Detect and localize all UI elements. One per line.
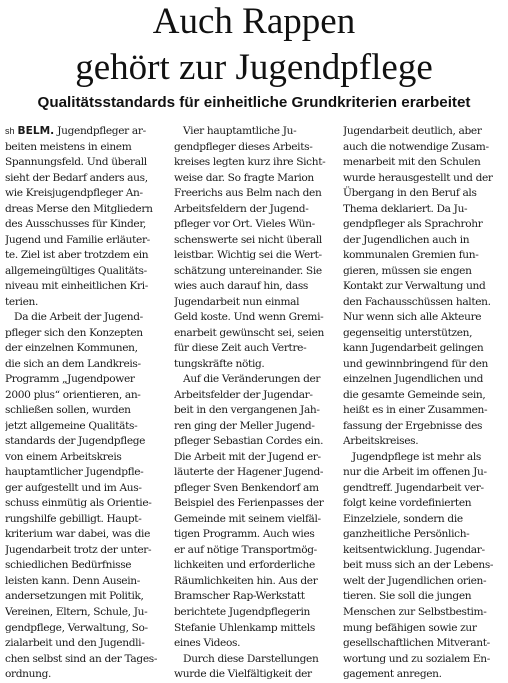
headline-line-2: gehört zur Jugendpflege	[75, 47, 433, 88]
text-line: te. Ziel ist aber trotzdem ein	[5, 249, 149, 262]
text-line: lichkeiten und erforderliche	[174, 559, 315, 572]
text-line: läuterte der Hagener Jugend-	[174, 466, 324, 479]
text-line: pfleger Sebastian Cordes ein.	[174, 435, 324, 448]
text-line: Übergang in den Beruf als	[343, 187, 477, 200]
text-line: pfleger sich den Konzepten	[5, 326, 143, 339]
text-line: gendpflege, Verwaltung, So-	[5, 621, 148, 634]
text-line: Beispiel des Ferienpasses der	[174, 497, 324, 510]
text-line: heißt es in einer Zusammen-	[343, 404, 488, 417]
text-line: gendpfleger als Sprachrohr	[343, 218, 483, 231]
text-line: schließen sollen, wurden	[5, 404, 131, 417]
text-line: des Ausschusses für Kinder,	[5, 218, 146, 231]
text-line: niveau mit einheitlichen Kri-	[5, 280, 149, 293]
text-line: tungskräfte nötig.	[174, 357, 265, 370]
text-line: menarbeit mit den Schulen	[343, 156, 481, 169]
text-line: Stefanie Uhlenkamp mittels	[174, 621, 315, 634]
text-line: gagement anregen.	[343, 668, 442, 681]
text-line: Vier hauptamtliche Ju-	[174, 125, 297, 137]
text-line: tieren. Sie soll die jungen	[343, 590, 472, 603]
text-line: Programm „Jugendpower	[5, 373, 135, 386]
text-line: wortung und zu sozialem En-	[343, 652, 490, 665]
text-line: Geld koste. Und wenn Gremi-	[174, 311, 324, 324]
text-line: hauptamtlicher Jugendpfle-	[5, 466, 144, 479]
text-line: schenswerte sei nicht überall	[174, 233, 322, 246]
text-line: Durch diese Darstellungen	[174, 652, 319, 665]
text-line: Freerichs aus Belm nach den	[174, 187, 322, 200]
text-line: kommunalen Gremien fun-	[343, 249, 479, 262]
text-line: Räumlichkeiten hin. Aus der	[174, 574, 318, 587]
text-line: dreas Merse den Mitgliedern	[5, 202, 153, 215]
text-line: Arbeitsfeldern der Jugend-	[174, 202, 309, 215]
dateline-place: BELM.	[17, 125, 55, 137]
text-line: schätzung untereinander. Sie	[174, 264, 322, 277]
text-line: er auf nötige Transportmög-	[174, 543, 317, 556]
text-line: wies auch darauf hin, dass	[174, 280, 309, 293]
text-line: nur die Arbeit im offenen Ju-	[343, 466, 487, 479]
text-line: den Fachausschüssen halten.	[343, 295, 491, 308]
text-line: Einzelziele, sondern die	[343, 512, 463, 525]
text-line: gegenseitig unterstützen,	[343, 326, 473, 339]
text-line: ger aufgestellt und im Aus-	[5, 481, 142, 494]
text-line: die gesamte Gemeinde sein,	[343, 388, 486, 401]
text-line: Thema deklariert. Da Ju-	[343, 202, 468, 215]
text-line: Spannungsfeld. Und überall	[5, 156, 147, 169]
text-line: von einem Arbeitskreis	[5, 450, 122, 463]
text-line: beit muss sich an der Lebens-	[343, 559, 494, 572]
text-line: gieren, müssen sie engen	[343, 264, 472, 277]
text-line: beiten meistens in einem	[5, 140, 132, 153]
text-line: wie Kreisjugendpfleger An-	[5, 187, 143, 200]
text-line: chen selbst sind an der Tages-	[5, 652, 158, 665]
text-line: kriterium war dabei, was die	[5, 528, 150, 541]
text-line: enarbeit gewünscht sei, seien	[174, 326, 324, 339]
text-line: leisten kann. Denn Ausein-	[5, 574, 140, 587]
text-line: Gemeinde mit seinem vielfäl-	[174, 512, 321, 525]
headline-line-1: Auch Rappen	[152, 1, 356, 42]
text-line: für diese Zeit auch Vertre-	[174, 342, 307, 355]
text-line: schiedlichen Bedürfnisse	[5, 559, 132, 572]
text-line: Nur wenn sich alle Akteure	[343, 311, 482, 324]
text-line: beit in den vergangenen Jah-	[174, 404, 320, 417]
text-line-content: Jugendpfleger ar-	[57, 125, 146, 137]
text-line: keitsentwicklung. Jugendar-	[343, 543, 485, 556]
text-line: wurde herausgestellt und der	[343, 171, 493, 184]
text-line: tigen Programm. Auch wies	[174, 528, 315, 541]
text-line: Vereinen, Eltern, Schule, Ju-	[5, 605, 148, 618]
text-line: Menschen zur Selbstbestim-	[343, 605, 487, 618]
text-line: Bramscher Rap-Werkstatt	[174, 590, 305, 603]
text-line: Jugend und Familie erläuter-	[5, 233, 150, 246]
text-line: gesellschaftlichen Mitverant-	[343, 637, 490, 650]
text-line: terien.	[5, 295, 38, 308]
text-line: Die Arbeit mit der Jugend er-	[174, 450, 321, 463]
text-line: ganzheitliche Persönlich-	[343, 528, 470, 541]
text-line: gendtreff. Jugendarbeit ver-	[343, 481, 484, 494]
text-line: Jugendarbeit trotz der unter-	[5, 543, 152, 556]
article-column-3	[343, 124, 502, 683]
text-line: standards der Jugendpflege	[5, 435, 146, 448]
text-line: fassung der Ergebnisse des	[343, 419, 483, 432]
article-column-1	[5, 124, 164, 683]
text-line: ordnung.	[5, 668, 52, 681]
text-line: welt der Jugendlichen orien-	[343, 574, 487, 587]
text-line: und gewinnbringend für den	[343, 357, 488, 370]
text-line: Da die Arbeit der Jugend-	[5, 311, 143, 324]
text-line: folgt keine vordefinierten	[343, 497, 472, 510]
text-line: berichtete Jugendpflegerin	[174, 605, 310, 618]
text-line: ren ging der Meller Jugend-	[174, 419, 315, 432]
text-line: Arbeitskreises.	[343, 435, 419, 448]
text-line: jetzt allgemeine Qualitäts-	[5, 419, 138, 432]
text-line: auch die notwendige Zusam-	[343, 140, 489, 153]
text-line: der Jugendlichen auch in	[343, 233, 470, 246]
text-line: Jugendarbeit deutlich, aber	[343, 125, 482, 137]
text-line: leistbar. Wichtig sei die Wert-	[174, 249, 322, 262]
text-line: kann Jugendarbeit gelingen	[343, 342, 484, 355]
text-line: zialarbeit und den Jugendli-	[5, 637, 145, 650]
text-line: weise dar. So fragte Marion	[174, 171, 314, 184]
text-line: mung befähigen sowie zur	[343, 621, 477, 634]
text-line: 2000 plus“ orientieren, an-	[5, 388, 141, 401]
text-line: der einzelnen Kommunen,	[5, 342, 138, 355]
text-line: pfleger Sven Benkendorf am	[174, 481, 319, 494]
text-line: Jugendpflege ist mehr als	[343, 450, 481, 463]
text-line: Arbeitsfelder der Jugendar-	[174, 388, 313, 401]
text-line: gendpfleger dieses Arbeits-	[174, 140, 313, 153]
text-line: Auf die Veränderungen der	[174, 373, 321, 386]
text-line: allgemeingültiges Qualitäts-	[5, 264, 147, 277]
text-line: wurde die Vielfältigkeit der	[174, 668, 312, 681]
text-line: Kontakt zur Verwaltung und	[343, 280, 486, 293]
text-line: sieht der Bedarf anders aus,	[5, 171, 148, 184]
subheadline: Qualitätsstandards für einheitliche Grundkriterien erarbeitet	[37, 94, 471, 111]
text-line: schuss einmütig als Orientie-	[5, 497, 152, 510]
text-line: pfleger vor Ort. Vieles Wün-	[174, 218, 315, 231]
author-initials: sh	[5, 126, 15, 136]
text-line: einzelnen Jugendlichen und	[343, 373, 484, 386]
text-line: rungshilfe gebilligt. Haupt-	[5, 512, 142, 525]
text-line: andersetzungen mit Politik,	[5, 590, 144, 603]
article-column-2	[174, 124, 333, 683]
text-line: Jugendarbeit nun einmal	[174, 295, 300, 308]
text-line	[5, 124, 164, 140]
text-line: eines Videos.	[174, 637, 241, 650]
text-line: die sich an dem Landkreis-	[5, 357, 141, 370]
text-line: kreises legten kurz ihre Sicht-	[174, 156, 326, 169]
